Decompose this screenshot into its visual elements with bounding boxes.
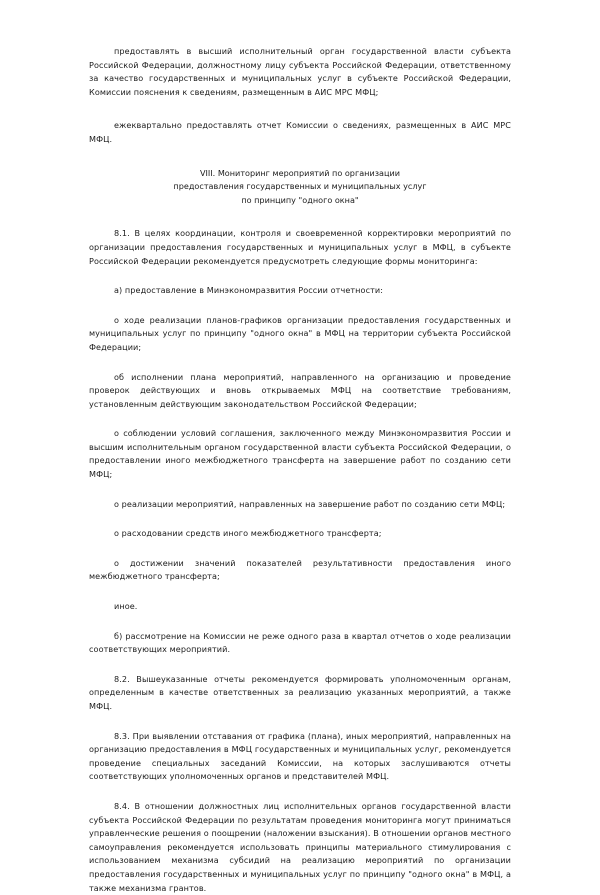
paragraph-item-a-4: о реализации мероприятий, направленных на завершение работ по созданию сети МФЦ;: [114, 498, 506, 509]
paragraph-quarterly-report: ежеквартально предоставлять отчет Комиссии о сведениях, размещенных в АИС МРС МФЦ.: [89, 120, 511, 144]
paragraph-spacer: [89, 511, 511, 527]
paragraph-8-1: 8.1. В целях координации, контроля и своевременной корректировки мероприятий по организации предоставления государственных и муниципальных услуг в МФЦ, в субъекте Российской Федерации рекомендуется предусмотреть следующие формы мониторинга:: [89, 228, 511, 266]
paragraph-8-3: 8.3. При выявлении отставания от графика (плана), иных мероприятий, направленных на организацию предоставления в МФЦ государственных и муниципальных услуг, рекомендуется проведение специальных заседаний Комиссии, на которых заслушиваются отчеты соответствующих уполномоченных органов и представителей МФЦ.: [89, 730, 511, 782]
paragraph-item-a-2: об исполнении плана мероприятий, направленного на организацию и проведение проверок действующих и вновь открываемых МФЦ на соответствие требованиям, установленным действующим законодательством Российской Федерации;: [89, 371, 511, 409]
paragraph-spacer: [89, 298, 511, 314]
section-heading: [89, 167, 511, 208]
paragraph-spacer: [89, 411, 511, 427]
paragraph-spacer: [89, 614, 511, 630]
paragraph-item-a: а) предоставление в Минэкономразвития России отчетности:: [114, 285, 384, 296]
paragraph-spacer: [89, 784, 511, 800]
paragraph-item-a-7: иное.: [114, 601, 138, 612]
heading-spacer-top: [89, 147, 511, 167]
section-heading-line-1: VIII. Мониторинг мероприятий по организации: [199, 167, 401, 178]
paragraph-spacer: [89, 714, 511, 730]
paragraph-spacer: [89, 541, 511, 557]
paragraph-item-a-5: о расходовании средств иного межбюджетного трансферта;: [114, 528, 382, 539]
paragraph-spacer: [89, 99, 511, 119]
paragraph-provide-to-executive-body: предоставлять в высший исполнительный орган государственной власти субъекта Российской Федерации, должностному лицу субъекта Российской Федерации, ответственному за качество государственных и муниципальных услуг в субъекте Российской Федерации, Комиссии пояснения к сведениям, размещенным в АИС МРС МФЦ;: [89, 46, 511, 97]
paragraph-spacer: [89, 268, 511, 284]
section-heading-line-2: предоставления государственных и муниципальных услуг: [173, 181, 427, 192]
paragraph-spacer: [89, 584, 511, 600]
paragraph-8-2: 8.2. Вышеуказанные отчеты рекомендуется формировать уполномоченным органам, определенным в качестве ответственных за реализацию указанных мероприятий, а также МФЦ.: [89, 673, 511, 711]
paragraph-spacer: [89, 657, 511, 673]
paragraph-item-a-3: о соблюдении условий соглашения, заключенного между Минэкономразвития России и высшим исполнительным органом государственной власти субъекта Российской Федерации, о предоставлении иного межбюджетного трансферта на завершение работ по созданию сети МФЦ;: [89, 428, 511, 480]
section-heading-line-3: по принципу "одного окна": [241, 194, 359, 205]
paragraph-item-a-1: о ходе реализации планов-графиков организации предоставления государственных и муниципальных услуг по принципу "одного окна" в МФЦ на территории субъекта Российской Федерации;: [89, 314, 511, 352]
paragraph-8-4: 8.4. В отношении должностных лиц исполнительных органов государственной власти субъекта Российской Федерации по результатам проведения мониторинга могут приниматься управленческие решения о поощрении (наложении взыскания). В отношении органов местного самоуправления рекомендуется использовать принципы материального стимулирования с использованием механизма субсидий на реализацию мероприятий по организации предоставления государственных и муниципальных услуг по принципу "одного окна" в МФЦ, а также механизма грантов.: [89, 800, 511, 893]
paragraph-spacer: [89, 482, 511, 498]
paragraph-spacer: [89, 355, 511, 371]
document-body: [89, 45, 511, 895]
heading-spacer-bottom: [89, 207, 511, 227]
paragraph-item-b: б) рассмотрение на Комиссии не реже одного раза в квартал отчетов о ходе реализации соответствующих мероприятий.: [89, 630, 511, 655]
paragraph-item-a-6: о достижении значений показателей результативности предоставления иного межбюджетного трансферта;: [89, 557, 511, 582]
